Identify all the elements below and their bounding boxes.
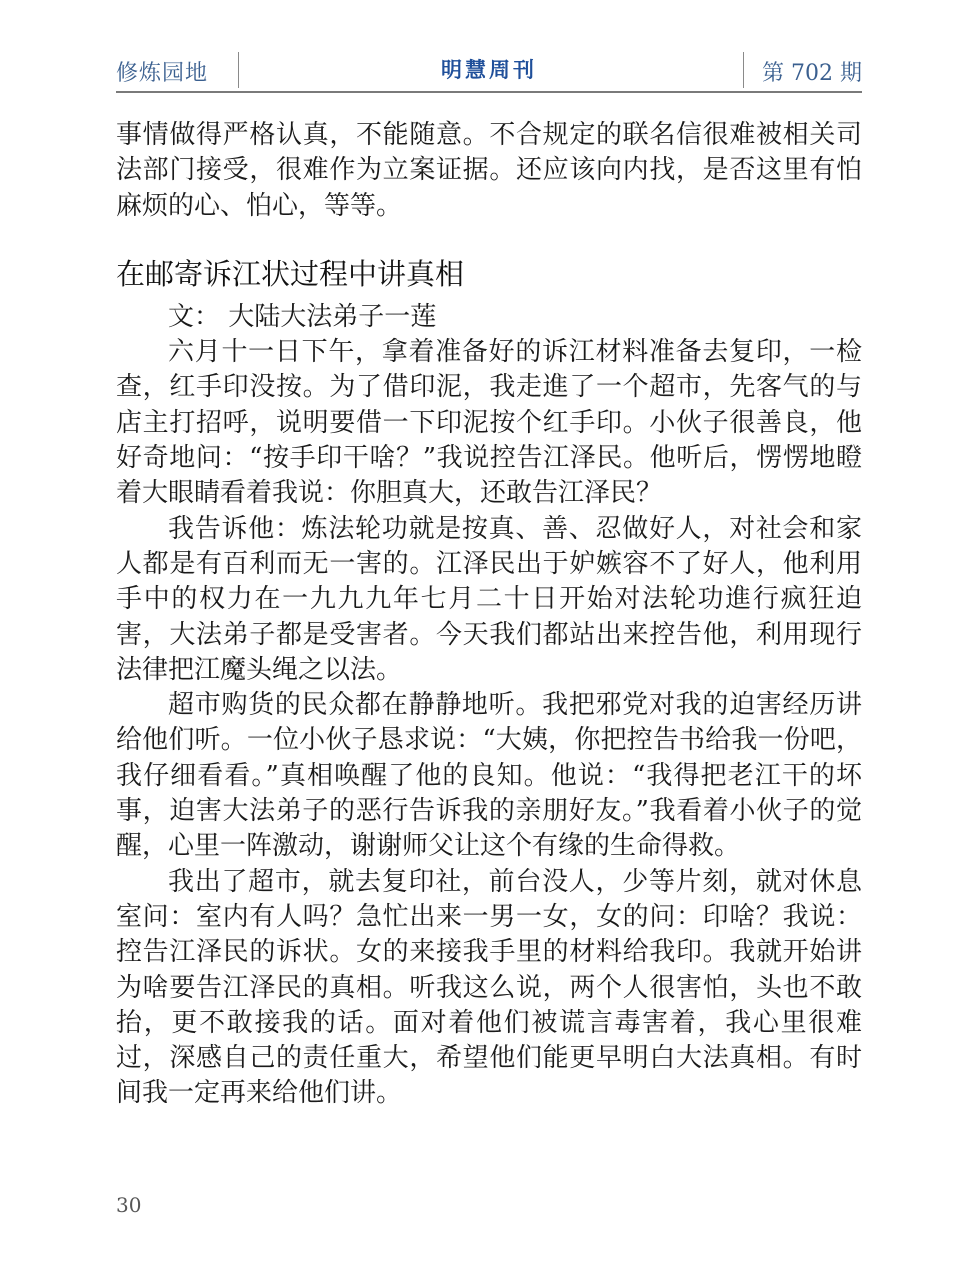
page-content [116, 118, 862, 1112]
article-byline: 文： 大陆大法弟子一莲 [168, 301, 437, 332]
issue-number: 第 702 期 [762, 61, 862, 86]
article-paragraph: 我出了超市，就去复印社，前台没人，少等片刻，就对休息室问：室内有人吗？急忙出来一男一女，女的问：印啥？我说：控告江泽民的诉状。女的来接我手里的材料给我印。我就开始讲为啥要告江泽民的真相。听我这么说，两个人很害怕，头也不敢抬，更不敢接我的话。面对着他们被谎言毒害着，我心里很难过，深感自己的责任重大，希望他们能更早明白大法真相。有时间我一定再来给他们讲。 [116, 866, 862, 1109]
publication-name: 明慧周刊 [441, 58, 537, 82]
header-rule [116, 91, 862, 93]
section-name: 修炼园地 [116, 61, 209, 86]
article-paragraph: 我告诉他：炼法轮功就是按真、善、忍做好人，对社会和家人都是有百利而无一害的。江泽民出于妒嫉容不了好人，他利用手中的权力在一九九九年七月二十日开始对法轮功進行疯狂迫害，大法弟子都是受害者。今天我们都站出来控告他，利用现行法律把江魔头绳之以法。 [116, 513, 862, 685]
page-header [116, 50, 862, 90]
page-number: 30 [116, 1193, 142, 1217]
header-divider-right [743, 52, 744, 88]
article-title: 在邮寄诉江状过程中讲真相 [116, 256, 465, 291]
article-paragraph: 六月十一日下午，拿着准备好的诉江材料准备去复印，一检查，红手印没按。为了借印泥，我走進了一个超市，先客气的与店主打招呼，说明要借一下印泥按个红手印。小伙子很善良，他好奇地问：“按手印干啥？”我说控告江泽民。他听后，愣愣地瞪着大眼睛看着我说：你胆真大，还敢告江泽民？ [116, 337, 862, 509]
intro-paragraph: 事情做得严格认真，不能随意。不合规定的联名信很难被相关司法部门接受，很难作为立案证据。还应该向内找，是否这里有怕麻烦的心、怕心，等等。 [116, 120, 862, 221]
article-paragraph: 超市购货的民众都在静静地听。我把邪党对我的迫害经历讲给他们听。一位小伙子恳求说：“大姨，你把控告书给我一份吧，我仔细看看。”真相唤醒了他的良知。他说：“我得把老江干的坏事，迫害大法弟子的恶行告诉我的亲朋好友。”我看着小伙子的觉醒，心里一阵激动，谢谢师父让这个有缘的生命得救。 [116, 690, 862, 862]
